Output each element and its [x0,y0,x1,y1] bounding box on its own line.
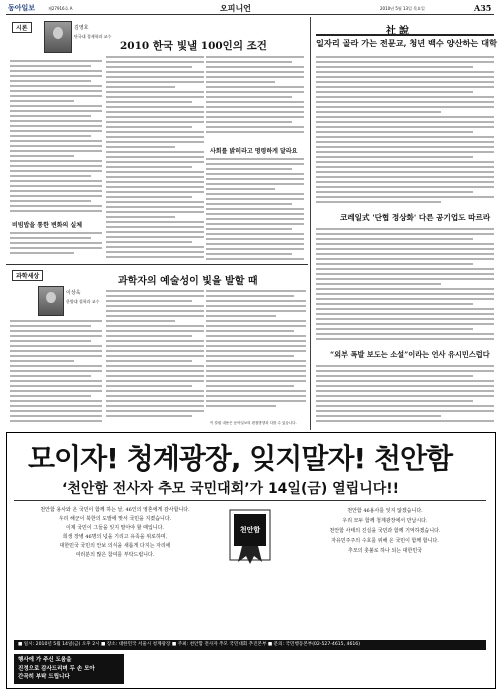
date: 2010년 5월 13일 목요일 [380,6,425,11]
ad-right-text [286,506,484,556]
editorial-headline-2: 코레일式 '단협 정상화' 다른 공기업도 따르라 [340,213,491,222]
center-subhead: 사회를 밝히라고 명령하게 달라요 [210,148,298,155]
ad-text-line: 우리 해군이 북한의 도발에 맞서 국민을 지켰습니다. [58,516,172,522]
section-title: 오피니언 [220,3,251,13]
editorial-headline-1: 일자리 골라 가는 전문교, 청년 백수 양산하는 대학 [316,38,497,48]
ad-notice [18,656,122,682]
science-tag: 과학세상 [12,270,43,281]
article-body [106,56,204,261]
editorial-body-2 [316,228,494,346]
ad-text-line: 대한민국 국민의 안보 의식을 새롭게 다지는 자리에 [59,543,171,549]
ad-text-line: 희생 장병 46명의 넋을 기리고 유족을 위로하며, [62,534,168,540]
column-headline: 2010 한국 빛낼 100인의 조건 [120,40,267,52]
article-body [106,290,204,424]
editorial-body-3 [316,365,494,429]
article-body [10,320,102,425]
ad-text-line: 추모의 촛불로 하나 되는 대한민국 [348,548,422,554]
ad-subheadline: ‘천안함 전사자 추모 국민대회’가 14일(금) 열립니다!! [62,481,400,497]
column-tag: 시론 [12,22,32,33]
author-title: 단국대 경제학과 교수 [74,34,112,39]
column-divider [310,17,311,430]
header-rule [6,14,494,15]
ad-left-text [16,506,214,560]
article-body [206,56,304,136]
paper-name: 동아일보 [8,3,36,12]
article-body [206,158,304,262]
ad-text-line: 천안함 용사와 온 국민이 함께 하는 날, 46인의 영혼에게 감사합니다. [40,507,190,513]
editorial-rule [316,34,494,36]
article-body [206,290,306,418]
notice-line: 행사에 가 주신 도움을 [18,657,72,663]
article-body [10,60,102,215]
left-subhead: 비빔밥을 통한 변화의 실체 [12,222,83,229]
ad-text-line: 여러분의 많은 참여를 부탁드립니다. [75,552,155,558]
ribbon-text: 천안함 [239,526,261,534]
editorial-tag: 社說 [386,26,412,37]
ad-headline: 모이자! 청계광장, 잊지말자! 천안함 [28,442,453,475]
ad-text-line: 이제 국민이 그들을 잊지 말아야 할 때입니다. [65,525,165,531]
editorial-headline-3: “외부 폭발 보도는 소설”이라는 언사 유시민스럽다 [330,350,490,359]
author-photo [44,21,72,53]
notice-line: 진정으로 감사드리며 두 손 모아 [18,665,95,672]
editorial-body-1 [316,56,494,208]
author-name: 이상욱 [66,290,81,296]
memorial-ribbon [226,508,274,566]
ad-footer-info: ■ 일시: 2010년 5월 14일(금) 오후 2시 ■ 장소: 대한민국 서울시 청계광장 ■ 주최: 천안함 전사자 추모 국민대회 추진본부 ■ 문의: 국민행동본부(02-527-4615, 4616) [18,642,361,647]
ad-text-line: 자유민주주의 수호를 위해 온 국민이 함께 합니다. [331,538,439,544]
ad-text-line: 천안함 46용사를 잊지 않겠습니다. [347,508,423,514]
author-photo [38,286,64,316]
author-name: 김영호 [74,25,89,31]
ribbon-icon [226,508,274,566]
article-body [10,232,102,262]
science-headline: 과학자의 예술성이 빛을 발할 때 [118,276,258,287]
page-number: A35 [474,3,492,13]
issue-number: 제27916호 A [48,6,73,11]
section-rule [6,264,308,265]
notice-line: 간곡히 부탁 드립니다 [18,674,70,680]
ad-text-line: 우리 모두 함께 청계광장에서 만납시다. [342,518,428,524]
author-title: 한양대 철학과 교수 [66,299,100,304]
ad-text-line: 천안함 사태의 진실을 국민과 함께 기억하겠습니다. [329,528,441,534]
disclaimer: 이 칼럼 내용은 동아일보의 편집방향과 다를 수 있습니다. [210,421,297,425]
ad-rule [14,500,486,501]
